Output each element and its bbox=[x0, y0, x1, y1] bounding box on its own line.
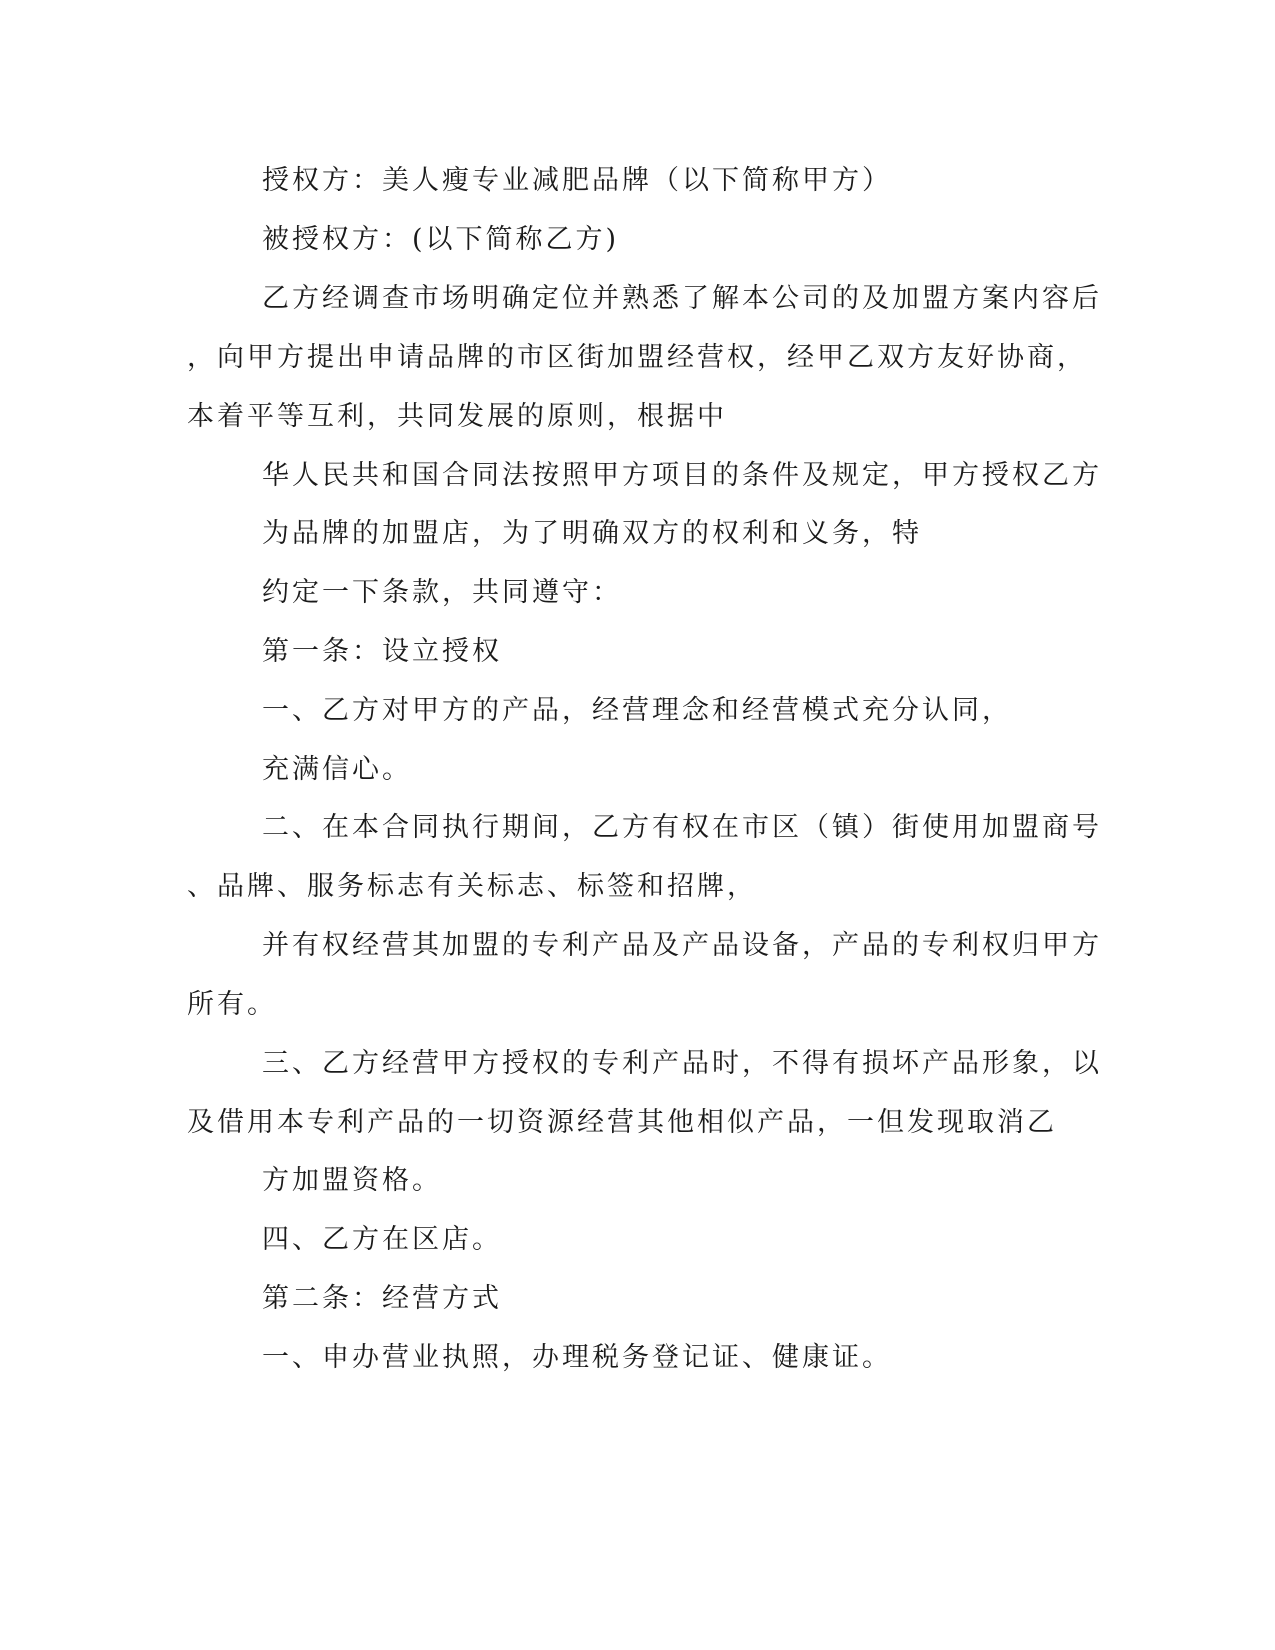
clause-line: 充满信心。 bbox=[262, 754, 412, 785]
paragraph-line: 约定一下条款，共同遵守： bbox=[262, 577, 622, 608]
clause-line: 四、乙方在区店。 bbox=[262, 1224, 502, 1255]
article-heading: 第一条：设立授权 bbox=[262, 636, 502, 667]
paragraph-line: 乙方经调查市场明确定位并熟悉了解本公司的及加盟方案内容后 bbox=[262, 283, 1102, 314]
paragraph-line: 本着平等互利，共同发展的原则，根据中 bbox=[187, 401, 727, 432]
paragraph-line: 华人民共和国合同法按照甲方项目的条件及规定，甲方授权乙方 bbox=[262, 460, 1102, 491]
clause-line: 并有权经营其加盟的专利产品及产品设备，产品的专利权归甲方 bbox=[262, 930, 1102, 961]
licensee-line: 被授权方：(以下简称乙方) bbox=[262, 224, 620, 255]
clause-line: 、品牌、服务标志有关标志、标签和招牌， bbox=[187, 871, 757, 902]
clause-line: 一、乙方对甲方的产品，经营理念和经营模式充分认同， bbox=[262, 695, 1012, 726]
clause-line: 二、在本合同执行期间，乙方有权在市区（镇）街使用加盟商号 bbox=[262, 812, 1102, 843]
clause-line: 方加盟资格。 bbox=[262, 1165, 442, 1196]
licensor-line: 授权方：美人瘦专业减肥品牌（以下简称甲方） bbox=[262, 165, 892, 196]
paragraph-line: ，向甲方提出申请品牌的市区街加盟经营权，经甲乙双方友好协商， bbox=[187, 342, 1087, 373]
article-heading: 第二条：经营方式 bbox=[262, 1283, 502, 1314]
clause-line: 及借用本专利产品的一切资源经营其他相似产品，一但发现取消乙 bbox=[187, 1107, 1057, 1138]
clause-line: 一、申办营业执照，办理税务登记证、健康证。 bbox=[262, 1342, 892, 1373]
clause-line: 三、乙方经营甲方授权的专利产品时，不得有损坏产品形象，以 bbox=[262, 1048, 1102, 1079]
paragraph-line: 为品牌的加盟店，为了明确双方的权利和义务，特 bbox=[262, 518, 922, 549]
clause-line: 所有。 bbox=[187, 989, 277, 1020]
